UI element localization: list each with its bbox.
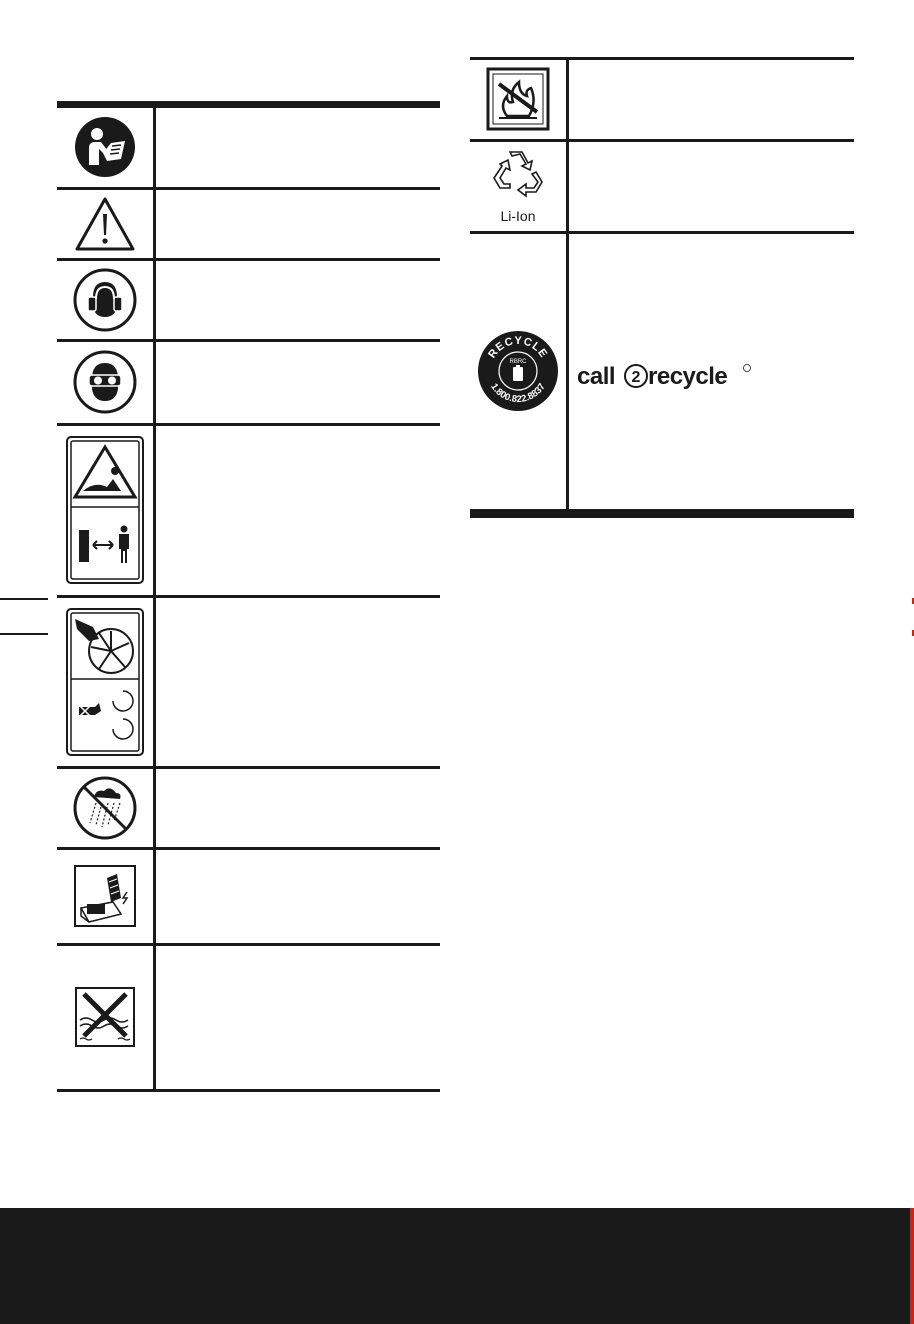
no-rain-icon — [72, 775, 138, 841]
description-cell — [568, 140, 855, 232]
description-cell — [155, 340, 441, 424]
no-water-immersion-icon — [74, 986, 136, 1048]
table-row — [57, 424, 440, 596]
table-row — [57, 596, 440, 767]
thrown-objects-distance-icon — [65, 435, 145, 585]
table-row — [57, 767, 440, 848]
table-row — [470, 60, 854, 140]
battery-charger-icon — [73, 864, 137, 928]
no-fire-disposal-icon — [485, 66, 551, 132]
call2recycle-logo — [569, 352, 854, 390]
description-cell — [155, 424, 441, 596]
read-manual-icon — [73, 115, 137, 179]
rbrc-recycle-seal-icon — [477, 330, 559, 412]
description-cell — [568, 60, 855, 140]
icon-cell — [57, 340, 155, 424]
description-cell — [155, 848, 441, 944]
icon-cell — [57, 188, 155, 259]
table-row — [470, 140, 854, 232]
icon-cell — [57, 596, 155, 767]
eye-protection-icon — [72, 349, 138, 415]
icon-cell — [470, 232, 568, 510]
description-cell — [155, 767, 441, 848]
seal-bottom-text: 1.800.822.8837 — [488, 381, 548, 406]
icon-cell — [57, 848, 155, 944]
recycle-li-ion-icon — [488, 148, 548, 206]
li-ion-label: Li-Ion — [500, 208, 536, 224]
icon-cell — [57, 259, 155, 340]
margin-mark — [0, 598, 48, 600]
description-cell — [155, 108, 441, 188]
seal-top-text: RECYCLE — [486, 334, 550, 361]
ear-protection-icon — [72, 267, 138, 333]
svg-text:recycle: recycle — [648, 363, 728, 390]
table-row — [57, 340, 440, 424]
table-row — [57, 944, 440, 1090]
page-footer-bar — [0, 1208, 914, 1324]
icon-cell — [57, 424, 155, 596]
description-cell — [155, 596, 441, 767]
icon-cell — [470, 60, 568, 140]
icon-cell — [57, 944, 155, 1090]
svg-text:call: call — [577, 363, 616, 390]
symbols-table-right — [470, 60, 854, 512]
table-row — [57, 848, 440, 944]
icon-cell — [470, 140, 568, 232]
rotating-fan-hand-icon — [65, 607, 145, 757]
symbols-table-left — [57, 108, 440, 1092]
edge-mark — [910, 1208, 914, 1324]
table-row — [470, 232, 854, 510]
svg-text:2: 2 — [631, 369, 641, 386]
table-row — [57, 188, 440, 259]
table-row — [57, 108, 440, 188]
warning-triangle-icon — [74, 196, 136, 252]
description-cell — [155, 944, 441, 1090]
description-cell — [155, 188, 441, 259]
table-bottom-rule — [470, 511, 854, 518]
table-top-rule — [57, 101, 440, 108]
icon-cell — [57, 108, 155, 188]
description-cell — [568, 232, 855, 510]
icon-cell — [57, 767, 155, 848]
table-row — [57, 259, 440, 340]
margin-mark — [0, 633, 48, 635]
seal-center-text: RBRC — [509, 359, 527, 365]
description-cell — [155, 259, 441, 340]
